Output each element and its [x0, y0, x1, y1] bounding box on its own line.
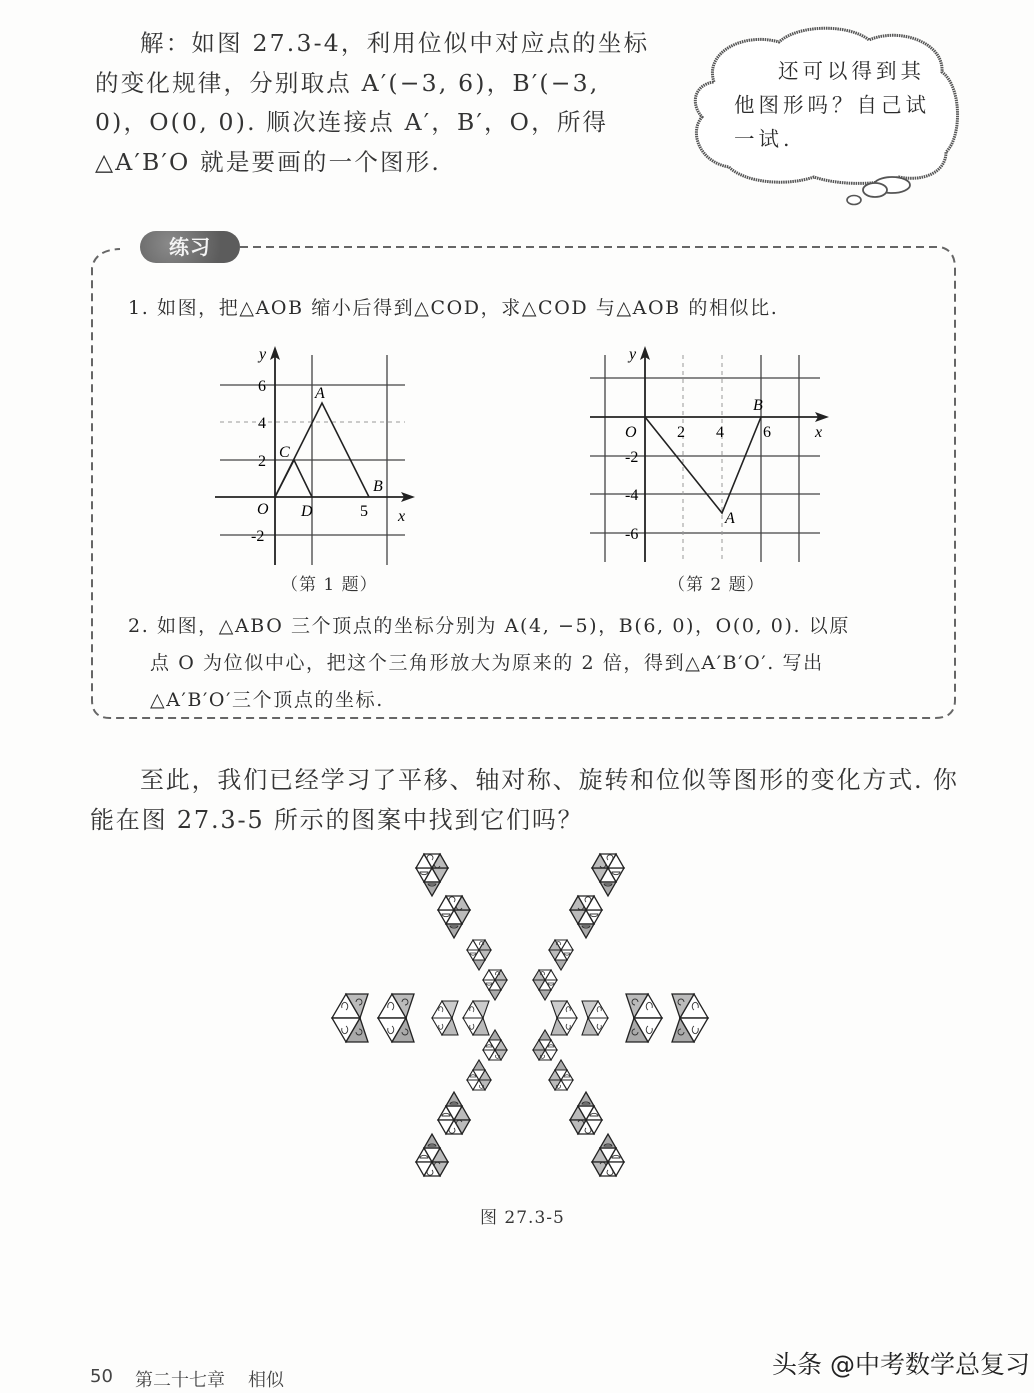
paragraph-line-1: 至此，我们已经学习了平移、轴对称、旋转和位似等图形的变化方式. 你 [140, 766, 959, 794]
svg-text:-4: -4 [625, 487, 639, 504]
pattern-figure-caption: 图 27.3-5 [480, 1208, 565, 1228]
chapter-title: 相似 [248, 1370, 284, 1391]
solution-line-1: 解：如图 27.3-4，利用位似中对应点的坐标 [140, 29, 650, 57]
svg-text:D: D [301, 503, 313, 520]
svg-text:-2: -2 [625, 449, 639, 466]
exercise-badge: 练习 [140, 231, 240, 263]
question-2-line-2: 点 O 为位似中心，把这个三角形放大为原来的 2 倍，得到△A′B′O′. 写出 [150, 652, 824, 674]
question-2-line-3: △A′B′O′三个顶点的坐标. [150, 689, 384, 711]
figure-2-graph [585, 340, 835, 570]
svg-text:y: y [259, 346, 267, 363]
svg-text:C: C [279, 444, 290, 461]
watermark: 头条 @中考数学总复习 [772, 1350, 1030, 1379]
svg-text:5: 5 [360, 503, 368, 520]
svg-text:4: 4 [716, 424, 724, 441]
pattern-figure [320, 840, 720, 1190]
solution-line-2: 的变化规律，分别取点 A′(−3, 6)，B′(−3, [95, 69, 600, 97]
svg-text:O: O [257, 501, 269, 518]
figure-1-graph [215, 340, 425, 570]
svg-text:2: 2 [677, 424, 685, 441]
chapter-label: 第二十七章 [135, 1370, 225, 1391]
solution-line-4: △A′B′O 就是要画的一个图形. [95, 148, 442, 176]
svg-text:A: A [725, 510, 735, 527]
bubble-line-3: 一试. [734, 127, 794, 151]
svg-text:x: x [398, 508, 406, 525]
svg-text:6: 6 [763, 424, 771, 441]
svg-text:A: A [315, 385, 325, 402]
svg-text:4: 4 [258, 415, 266, 432]
paragraph-line-2: 能在图 27.3-5 所示的图案中找到它们吗？ [90, 806, 584, 834]
figure-1-caption: （第 1 题） [281, 575, 378, 595]
svg-text:-6: -6 [625, 526, 639, 543]
solution-line-3: 0)，O(0, 0). 顺次连接点 A′，B′，O，所得 [95, 108, 609, 136]
svg-text:2: 2 [258, 453, 266, 470]
svg-text:B: B [753, 397, 763, 414]
bubble-line-2: 他图形吗？自己试 [734, 93, 930, 117]
svg-text:B: B [373, 478, 383, 495]
svg-text:y: y [629, 346, 637, 363]
svg-text:-2: -2 [251, 528, 265, 545]
svg-text:x: x [815, 424, 823, 441]
question-2-line-1: 2. 如图，△ABO 三个顶点的坐标分别为 A(4, −5)，B(6, 0)，O(0, 0). 以原 [128, 615, 850, 637]
page-number: 50 [90, 1366, 113, 1387]
question-1: 1. 如图，把△AOB 缩小后得到△COD，求△COD 与△AOB 的相似比. [128, 297, 779, 319]
svg-text:O: O [625, 424, 637, 441]
bubble-line-1: 还可以得到其 [778, 59, 925, 83]
figure-2-caption: （第 2 题） [668, 575, 765, 595]
svg-text:6: 6 [258, 378, 266, 395]
